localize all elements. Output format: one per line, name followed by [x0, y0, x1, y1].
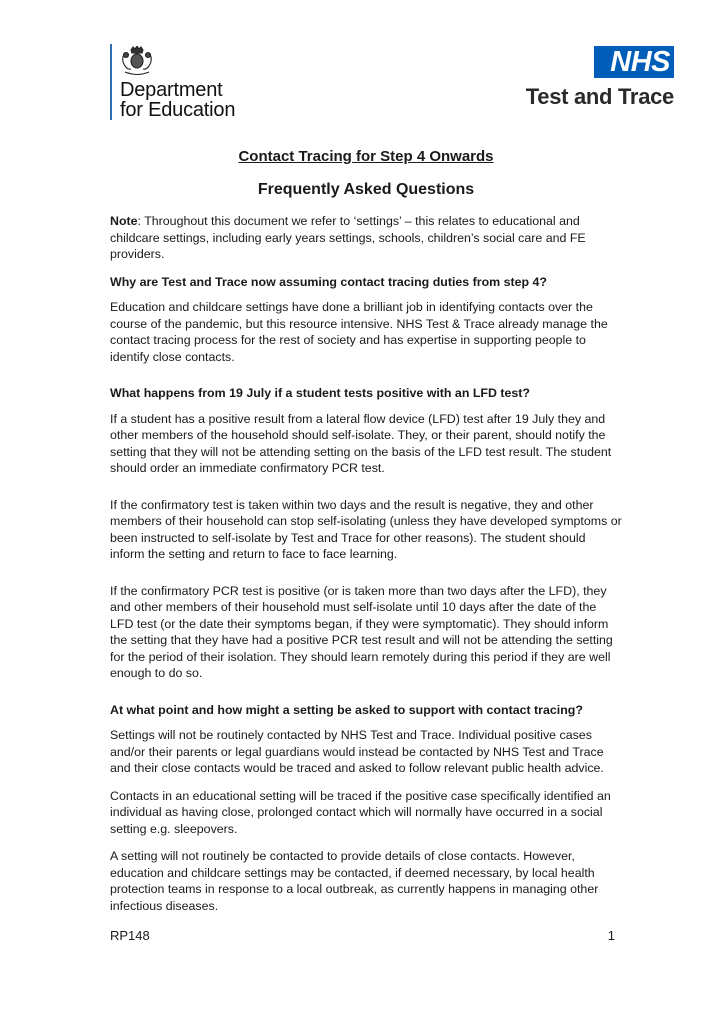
question-1: Why are Test and Trace now assuming contact tracing duties from step 4? — [110, 274, 547, 289]
nhs-test-trace-logo — [514, 46, 674, 112]
document-reference: RP148 — [110, 928, 150, 943]
note-text: : Throughout this document we refer to ‘settings’ – this relates to educational and childcare settings, including early years settings, schools, children’s social care and FE providers. — [110, 214, 586, 261]
page-number: 1 — [607, 928, 615, 943]
dfe-name — [120, 80, 235, 120]
dfe-line-1: Department — [120, 79, 223, 101]
answer-2-paragraph-2: If the confirmatory test is taken within two days and the result is negative, they and other members of their household can stop self-isolating (unless they have developed symptoms or been instructed to self-isolate by Test and Trace for other reasons). The student should inform the setting and return to face to face learning. — [110, 497, 622, 561]
nhs-logo-box — [594, 46, 674, 78]
note-label: Note — [110, 214, 138, 228]
answer-3-paragraph-1: Settings will not be routinely contacted by NHS Test and Trace. Individual positive cases and/or their parents or legal guardians would instead be contacted by NHS Test and Trace and their close contacts would be traced and asked to follow relevant public health advice. — [110, 728, 604, 775]
question-3: At what point and how might a setting be asked to support with contact tracing? — [110, 702, 583, 717]
dfe-divider — [110, 44, 112, 120]
answer-1: Education and childcare settings have done a brilliant job in identifying contacts over the course of the pandemic, but this resource intensive. NHS Test & Trace already manage the contact tracing process for the rest of society and has expertise in supporting people to identify close contacts. — [110, 300, 608, 364]
document-body — [110, 148, 622, 925]
royal-crest-icon — [120, 46, 154, 76]
nhs-logo-text: NHS — [610, 46, 670, 78]
note-paragraph — [110, 213, 622, 263]
answer-3-paragraph-2: Contacts in an educational setting will be traced if the positive case specifically identified an individual as having close, prolonged contact which will normally have occurred in a social setting e.g. sleepovers. — [110, 788, 611, 836]
document-title: Contact Tracing for Step 4 Onwards — [238, 148, 494, 165]
answer-3-paragraph-3: A setting will not routinely be contacted to provide details of close contacts. However, education and childcare settings may be contacted, if deemed necessary, by local health protection teams in response to a local outbreak, as currently happens in managing other infectious diseases. — [110, 849, 599, 913]
test-and-trace-label: Test and Trace — [525, 84, 674, 109]
document-subtitle: Frequently Asked Questions — [257, 181, 475, 198]
answer-2-paragraph-1: If a student has a positive result from a lateral flow device (LFD) test after 19 July they and other members of the household should self-isolate. They, or their parent, should notify the setting that they will not be attending setting on the basis of the LFD test result. The student should order an immediate confirmatory PCR test. — [110, 411, 612, 475]
answer-2-paragraph-3: If the confirmatory PCR test is positive (or is taken more than two days after the LFD), they and other members of their household must self-isolate until 10 days after the date of the LFD test (or the date their symptoms began, if they were symptomatic). They should inform the setting that they have had a positive PCR test result and will not be attending the setting for the period of their isolation. They should learn remotely during this period if they are well enough to do so. — [110, 583, 613, 680]
dfe-line-2: for Education — [120, 99, 236, 121]
question-2: What happens from 19 July if a student tests positive with an LFD test? — [110, 386, 530, 400]
